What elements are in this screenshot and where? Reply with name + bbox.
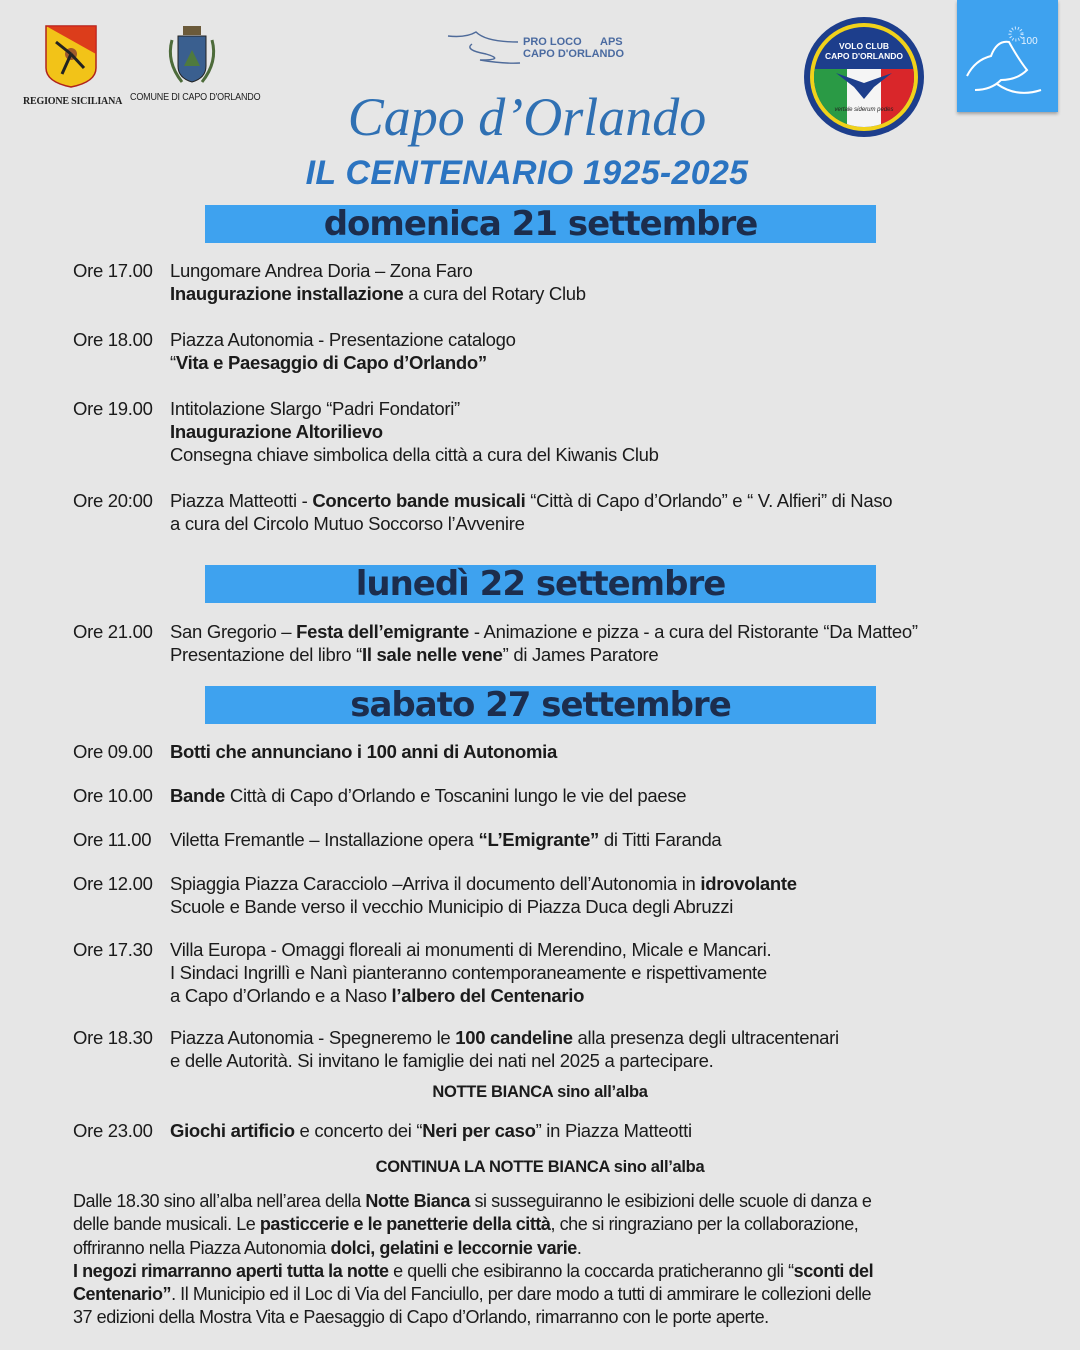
event-time: Ore 11.00 bbox=[73, 829, 152, 850]
text: a cura del Circolo Mutuo Soccorso l’Avvenire bbox=[170, 513, 525, 534]
page-title: Capo d’Orlando bbox=[347, 87, 707, 147]
text: Viletta Fremantle – Installazione opera bbox=[170, 829, 479, 850]
pro-loco-aps: APS bbox=[600, 36, 623, 48]
text: Piazza Autonomia - Presentazione catalogo bbox=[170, 329, 516, 350]
regione-siciliana-logo bbox=[44, 24, 98, 88]
event-time: Ore 09.00 bbox=[73, 741, 153, 762]
text: “ bbox=[170, 352, 176, 373]
event-line bbox=[170, 443, 659, 466]
event-description bbox=[170, 938, 771, 1007]
bold-text: Inaugurazione Altorilievo bbox=[170, 421, 383, 442]
event-description bbox=[170, 740, 557, 763]
event-time: Ore 17.00 bbox=[73, 260, 153, 281]
event-description bbox=[170, 259, 586, 305]
page-subtitle: IL CENTENARIO 1925-2025 bbox=[305, 154, 749, 192]
closing-line bbox=[73, 1283, 1013, 1306]
event-time: Ore 19.00 bbox=[73, 398, 153, 419]
text: alla presenza degli ultracentenari bbox=[572, 1027, 839, 1048]
text: Intitolazione Slargo “Padri Fondatori” bbox=[170, 398, 460, 419]
text: Spiaggia Piazza Caracciolo –Arriva il documento dell’Autonomia in bbox=[170, 873, 701, 894]
event-line bbox=[170, 895, 797, 918]
text: Villa Europa - Omaggi floreali ai monumenti di Merendino, Micale e Mancari. bbox=[170, 939, 772, 960]
event-line bbox=[170, 620, 918, 643]
text: . Il Municipio ed il Loc di Via del Fanciullo, per dare modo a tutti di ammirare le collezioni delle bbox=[171, 1284, 872, 1305]
bold-text: Notte Bianca bbox=[365, 1191, 470, 1211]
day-band-monday: lunedì 22 settembre bbox=[205, 565, 876, 603]
text: e delle Autorità. Si invitano le famiglie dei nati nel 2025 a partecipare. bbox=[170, 1050, 714, 1071]
event-line bbox=[170, 420, 659, 443]
text: Presentazione del libro “ bbox=[170, 644, 362, 665]
event-time: Ore 10.00 bbox=[73, 785, 153, 806]
day-band-saturday: sabato 27 settembre bbox=[205, 686, 876, 724]
text: e concerto dei “ bbox=[294, 1120, 423, 1141]
bold-text: Bande bbox=[170, 785, 226, 806]
text: e quelli che esibiranno la coccarda praticheranno gli “ bbox=[388, 1260, 794, 1281]
bold-text: Giochi artificio bbox=[170, 1120, 295, 1141]
event-time: Ore 20:00 bbox=[73, 490, 153, 511]
bold-text: Botti che annunciano i 100 anni di Autonomia bbox=[170, 741, 557, 762]
event-line bbox=[170, 961, 771, 984]
bold-text: I negozi rimarranno aperti tutta la notte bbox=[73, 1260, 389, 1281]
bold-text: Concerto bande musicali bbox=[312, 490, 526, 511]
pro-loco-line2: CAPO D'ORLANDO bbox=[523, 48, 625, 60]
text: “Città di Capo d’Orlando” e “ V. Alfieri” di Naso bbox=[525, 490, 893, 511]
bold-text: “L’Emigrante” bbox=[478, 829, 600, 850]
event-description bbox=[170, 872, 797, 918]
event-line bbox=[170, 1049, 839, 1072]
text: offriranno nella Piazza Autonomia bbox=[73, 1237, 331, 1258]
event-line bbox=[170, 512, 892, 535]
event-time: Ore 12.00 bbox=[73, 873, 153, 894]
text: ” di James Paratore bbox=[502, 644, 659, 665]
event-time: Ore 18.00 bbox=[73, 329, 153, 350]
text: a Capo d’Orlando e a Naso bbox=[170, 985, 392, 1006]
pro-loco-coast-icon bbox=[446, 30, 526, 66]
bold-text: Inaugurazione installazione bbox=[170, 283, 404, 304]
event-line bbox=[170, 828, 721, 851]
text: San Gregorio – bbox=[170, 621, 297, 642]
bold-text: Il sale nelle vene bbox=[362, 644, 503, 665]
bold-text: Neri per caso bbox=[422, 1120, 536, 1141]
event-line bbox=[170, 938, 771, 961]
volo-club-line1: VOLO CLUB bbox=[838, 41, 890, 51]
regione-siciliana-caption: REGIONE SICILIANA bbox=[23, 96, 123, 107]
text: si susseguiranno le esibizioni delle scuole di danza e bbox=[469, 1191, 872, 1211]
text: - Animazione e pizza - a cura del Ristorante “Da Matteo” bbox=[469, 621, 918, 642]
volo-club-name bbox=[814, 41, 914, 61]
event-line bbox=[170, 1026, 839, 1049]
pro-loco-logo bbox=[446, 30, 646, 66]
closing-line bbox=[73, 1237, 1013, 1260]
closing-line bbox=[73, 1213, 1013, 1236]
comune-caption: COMUNE DI CAPO D'ORLANDO bbox=[130, 92, 261, 103]
event-line bbox=[170, 784, 686, 807]
pro-loco-line1: PRO LOCO bbox=[523, 36, 582, 48]
text: Lungomare Andrea Doria – Zona Faro bbox=[170, 260, 473, 281]
text: Città di Capo d’Orlando e Toscanini lungo le vie del paese bbox=[225, 785, 687, 806]
text: Piazza Autonomia - Spegneremo le bbox=[170, 1027, 456, 1048]
event-line bbox=[170, 1119, 692, 1142]
closing-line bbox=[73, 1260, 1013, 1283]
bold-text: idrovolante bbox=[700, 873, 797, 894]
city-crest-icon bbox=[164, 26, 220, 92]
event-line bbox=[170, 984, 771, 1007]
closing-line bbox=[73, 1306, 1013, 1329]
event-time: Ore 21.00 bbox=[73, 621, 153, 642]
bold-text: Vita e Paesaggio di Capo d’Orlando” bbox=[175, 352, 487, 373]
event-description bbox=[170, 489, 892, 535]
text: a cura del Rotary Club bbox=[403, 283, 586, 304]
event-description bbox=[170, 784, 686, 807]
event-line bbox=[170, 872, 797, 895]
comune-crest-logo bbox=[164, 26, 220, 92]
event-line bbox=[170, 282, 586, 305]
text: Dalle 18.30 sino all’alba nell’area della bbox=[73, 1191, 366, 1211]
bold-text: Festa dell’emigrante bbox=[296, 621, 470, 642]
text: ” in Piazza Matteotti bbox=[535, 1120, 692, 1141]
continua-notte-bianca-heading: CONTINUA LA NOTTE BIANCA sino all’alba bbox=[375, 1158, 705, 1176]
event-time: Ore 17.30 bbox=[73, 939, 153, 960]
event-line bbox=[170, 740, 557, 763]
notte-bianca-heading: NOTTE BIANCA sino all’alba bbox=[432, 1083, 648, 1101]
bold-text: pasticcerie e le panetterie della città bbox=[259, 1214, 551, 1235]
trinacria-shield-icon bbox=[44, 24, 98, 88]
event-line bbox=[170, 643, 918, 666]
event-description bbox=[170, 1026, 839, 1072]
pro-loco-name bbox=[523, 36, 624, 60]
text: , che si ringraziano per la collaborazione, bbox=[550, 1214, 859, 1235]
event-line bbox=[170, 328, 516, 351]
text: di Titti Faranda bbox=[599, 829, 722, 850]
volo-club-line2: CAPO D'ORLANDO bbox=[824, 51, 904, 61]
event-line bbox=[170, 489, 892, 512]
text: delle bande musicali. Le bbox=[73, 1214, 260, 1235]
centenario-mark: 100 bbox=[1021, 36, 1038, 47]
bold-text: dolci, gelatini e leccornie varie bbox=[330, 1237, 577, 1258]
bold-text: 100 candeline bbox=[455, 1027, 573, 1048]
text: Consegna chiave simbolica della città a cura del Kiwanis Club bbox=[170, 444, 659, 465]
event-time: Ore 18.30 bbox=[73, 1027, 153, 1048]
bold-text: Centenario” bbox=[73, 1284, 172, 1305]
bold-text: l’albero del Centenario bbox=[391, 985, 585, 1006]
day-band-sunday: domenica 21 settembre bbox=[205, 205, 876, 243]
volo-club-motto: vertale siderum pedes bbox=[834, 107, 894, 113]
closing-paragraph bbox=[73, 1190, 1013, 1330]
event-line bbox=[170, 397, 659, 420]
text: Scuole e Bande verso il vecchio Municipio di Piazza Duca degli Abruzzi bbox=[170, 896, 734, 917]
event-description bbox=[170, 620, 918, 666]
text: I Sindaci Ingrillì e Nanì pianteranno contemporaneamente e rispettivamente bbox=[170, 962, 767, 983]
text: 37 edizioni della Mostra Vita e Paesaggio di Capo d’Orlando, rimarranno con le porte aperte. bbox=[73, 1307, 769, 1328]
closing-line bbox=[73, 1190, 1013, 1213]
text: . bbox=[576, 1237, 582, 1258]
event-description bbox=[170, 1119, 692, 1142]
event-description bbox=[170, 828, 721, 851]
event-line bbox=[170, 259, 586, 282]
event-description bbox=[170, 328, 516, 374]
event-time: Ore 23.00 bbox=[73, 1120, 153, 1141]
event-line bbox=[170, 351, 516, 374]
bold-text: sconti del bbox=[793, 1260, 874, 1281]
text: Piazza Matteotti - bbox=[170, 490, 313, 511]
event-description bbox=[170, 397, 659, 466]
